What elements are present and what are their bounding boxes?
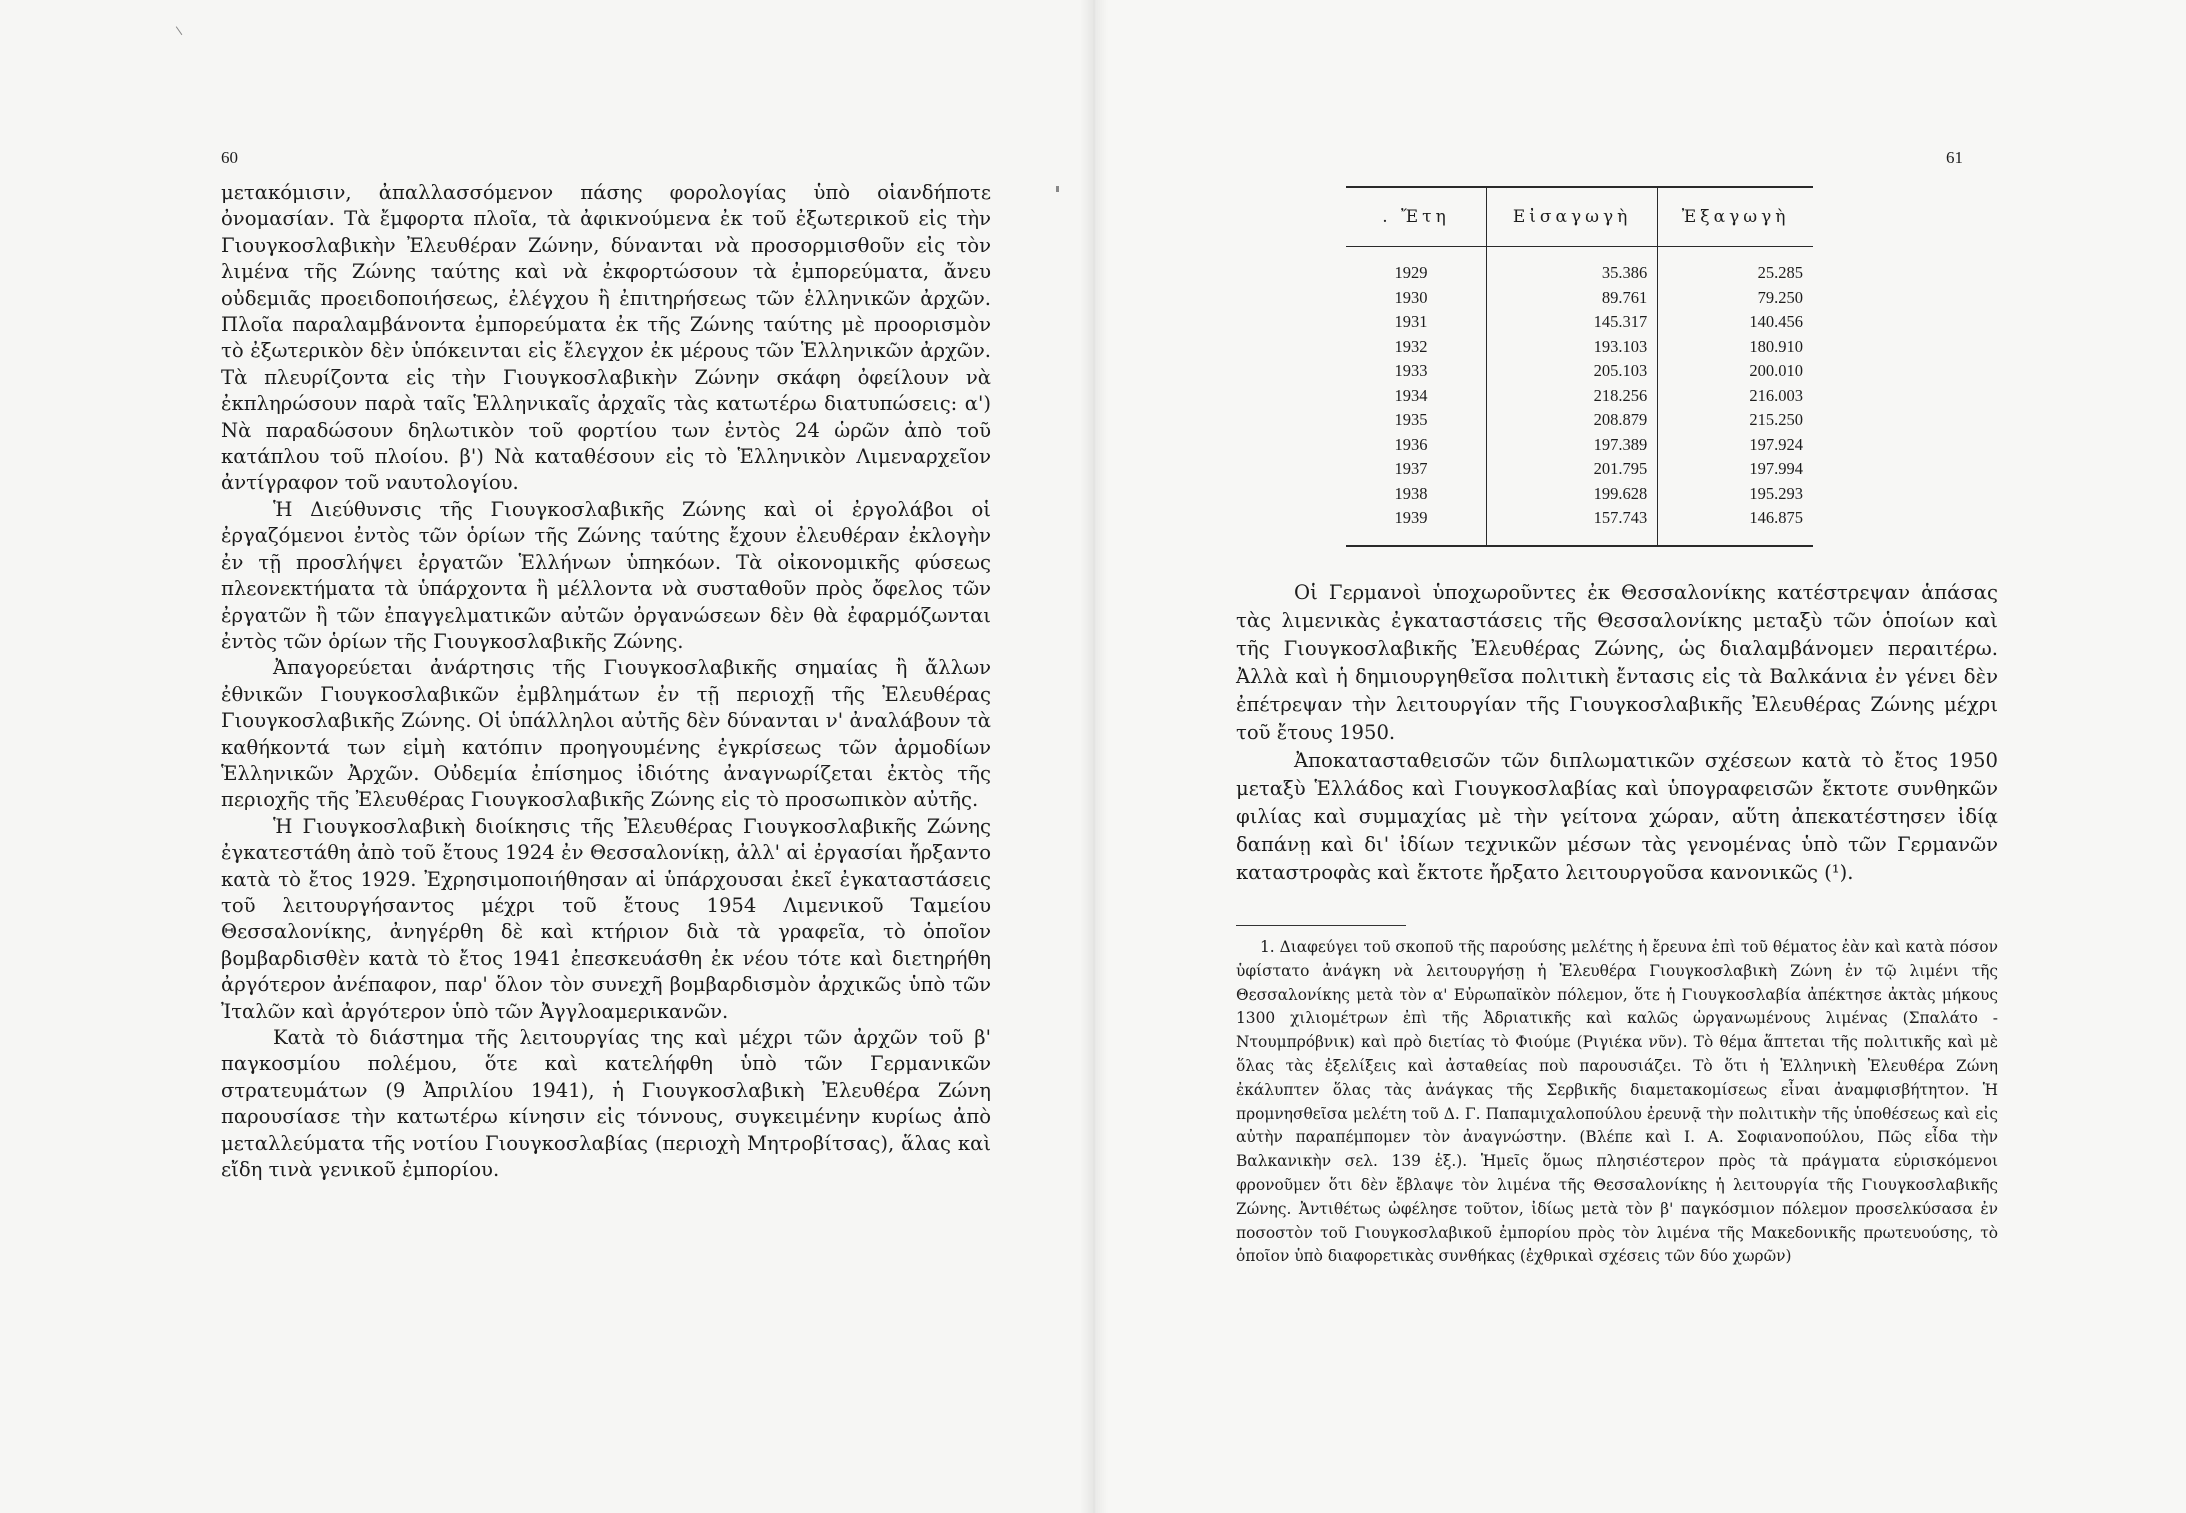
trade-table <box>1346 186 1813 547</box>
paragraph: Οἱ Γερμανοὶ ὑποχωροῦντες ἐκ Θεσσαλονίκης κατέστρεψαν ἁπάσας τὰς λιμενικὰς ἐγκαταστάσεις τῆς Θεσσαλονίκης μεταξὺ τῶν ὁποίων καὶ τῆς Γιουγκοσλαβικῆς Ἐλευθέρας Ζώνης, ὡς διαλαμβάνομεν περαιτέρω. Ἀλλὰ καὶ ἡ δημιουργηθεῖσα πολιτικὴ ἔντασις εἰς τὰ Βαλκάνια ἐν γένει δὲν ἐπέτρεψαν τὴν λειτουργίαν τῆς Γιουγκοσλαβικῆς Ἐλευθέρας Ζώνης μέχρι τοῦ ἔτους 1950. <box>1236 581 1998 744</box>
page-number-right: 61 <box>1946 148 1963 167</box>
exports-cell: 180.910 <box>1658 335 1813 360</box>
year-cell: 1936 <box>1394 434 1428 454</box>
imports-cell: 157.743 <box>1487 506 1658 531</box>
footnote-rule <box>1236 925 1406 926</box>
imports-cell: 89.761 <box>1487 286 1658 311</box>
table-row <box>1346 335 1813 360</box>
exports-cell: 25.285 <box>1658 261 1813 286</box>
exports-cell: 216.003 <box>1658 384 1813 409</box>
year-cell: 1934 <box>1394 385 1428 405</box>
imports-cell: 205.103 <box>1487 359 1658 384</box>
year-cell: 1938 <box>1394 483 1428 503</box>
page-number-left: 60 <box>221 148 238 167</box>
table-row <box>1346 457 1813 482</box>
year-cell: 1939 <box>1394 508 1428 528</box>
exports-cell: 140.456 <box>1658 310 1813 335</box>
table-row <box>1346 359 1813 384</box>
footnote-text: 1. Διαφεύγει τοῦ σκοποῦ τῆς παρούσης μελέτης ἡ ἔρευνα ἐπὶ τοῦ θέματος ἐὰν καὶ κατὰ πόσον ὑφίστατο ἀνάγκη νὰ λειτουργήσῃ ἡ Ἐλευθέρα Γιουγκοσλαβικὴ Ζώνη ἐν τῷ λιμένι τῆς Θεσσαλονίκης μετὰ τὸν α' Εὐρωπαϊκὸν πόλεμον, ὅτε ἡ Γιουγκοσλαβία ἀπέκτησε ἀκτὰς μήκους 1300 χιλιομέτρων ἐπὶ τῆς Ἀδριατικῆς καὶ καλῶς ὠργανωμένους λιμένας (Σπαλάτο - Ντουμπρόβνικ) καὶ πρὸ διετίας τὸ Φιούμε (Ριγιέκα νῦν). Τὸ θέμα ἅπτεται τῆς πολιτικῆς καὶ μὲ ὅλας τὰς ἐξελίξεις καὶ ἀσταθείας ποὺ παρουσιάζει. Τὸ ὅτι ἡ Ἑλληνικὴ Ἐλευθέρα Ζώνη ἐκάλυπτεν ὅλας τὰς ἀνάγκας τῆς Σερβικῆς διαμετακομίσεως εἶναι ἀναμφισβήτητον. Ἡ προμνησθεῖσα μελέτη τοῦ Δ. Γ. Παπαμιχαλοπούλου ἐρευνᾷ τὴν πολιτικὴν τῆς ὑποθέσεως καὶ εἰς αὐτὴν παραπέμπομεν τὸν ἀναγνώστην. (Βλέπε καὶ Ι. Α. Σοφιανοπούλου, Πῶς εἶδα τὴν Βαλκανικὴν σελ. 139 ἑξ.). Ἡμεῖς ὅμως πλησιέστερον πρὸς τὰ πράγματα εὑρισκόμενοι φρονοῦμεν ὅτι δὲν ἔβλαψε τὸν λιμένα τῆς Θεσσαλονίκης ἡ λειτουργία τῆς Γιουγκοσλαβικῆς Ζώνης. Ἀντιθέτως ὠφέλησε τοῦτον, ἰδίως μετὰ τὸν β' παγκόσμιον πόλεμον προσελκύσασα ἐν ποσοστὸν τοῦ Γιουγκοσλαβικοῦ ἐμπορίου πρὸς τὸν λιμένα τῆς Μακεδονικῆς πρωτευούσης, τὸ ὁποῖον ὑπὸ διαφορετικὰς συνθήκας (ἐχθρικαὶ σχέσεις τῶν δύο χωρῶν) <box>1236 938 1998 1266</box>
table-row <box>1346 506 1813 531</box>
table-body <box>1346 247 1813 546</box>
book-gutter <box>1080 0 1108 1513</box>
year-cell: 1930 <box>1394 287 1428 307</box>
paragraph: Ἀπαγορεύεται ἀνάρτησις τῆς Γιουγκοσλαβικῆς σημαίας ἢ ἄλλων ἐθνικῶν Γιουγκοσλαβικῶν ἐμβλημάτων ἐν τῇ περιοχῇ τῆς Ἐλευθέρας Γιουγκοσλαβικῆς Ζώνης. Οἱ ὑπάλληλοι αὐτῆς δὲν δύνανται ν' ἀναλάβουν τὰ καθήκοντά των εἰμὴ κατόπιν προηγουμένης ἐγκρίσεως τῶν ἁρμοδίων Ἑλληνικῶν Ἀρχῶν. Οὐδεμία ἐπίσημος ἰδιότης ἀναγνωρίζεται ἐκτὸς τῆς περιοχῆς τῆς Ἐλευθέρας Γιουγκοσλαβικῆς Ζώνης εἰς τὸ προσωπικὸν αὐτῆς. <box>221 656 991 812</box>
table-row <box>1346 310 1813 335</box>
year-cell: 1932 <box>1394 336 1428 356</box>
table-spacer-row <box>1346 247 1813 262</box>
table-row <box>1346 482 1813 507</box>
paragraph: Ἡ Γιουγκοσλαβικὴ διοίκησις τῆς Ἐλευθέρας Γιουγκοσλαβικῆς Ζώνης ἐγκατεστάθη ἀπὸ τοῦ ἔτους 1924 ἐν Θεσσαλονίκῃ, ἀλλ' αἱ ἐργασίαι ἤρξαντο κατὰ τὸ ἔτος 1929. Ἐχρησιμοποιήθησαν αἱ ὑπάρχουσαι ἐκεῖ ἐγκαταστάσεις τοῦ λειτουργήσαντος μέχρι τοῦ ἔτους 1954 Λιμενικοῦ Ταμείου Θεσσαλονίκης, ἀνηγέρθη δὲ καὶ κτήριον διὰ τὰ γραφεῖα, τὸ ὁποῖον βομβαρδισθὲν κατὰ τὸ ἔτος 1941 ἐπεσκευάσθη ἐκ νέου τότε καὶ διετηρήθη ἀργότερον ἀνέπαφον, παρ' ὅλον τὸν συνεχῆ βομβαρδισμὸν ἀρχικῶς ὑπὸ τῶν Ἰταλῶν καὶ ἀργότερον ὑπὸ τῶν Ἀγγλοαμερικανῶν. <box>221 814 991 1023</box>
year-cell: 1935 <box>1394 410 1428 430</box>
scan-mark <box>1056 186 1059 192</box>
paragraph: μετακόμισιν, ἀπαλλασσόμενον πάσης φορολογίας ὑπὸ οἱανδήποτε ὀνομασίαν. Τὰ ἔμφορτα πλοῖα, τὰ ἀφικνούμενα ἐκ τοῦ ἐξωτερικοῦ εἰς τὴν Γιουγκοσλαβικὴν Ἐλευθέραν Ζώνην, δύνανται νὰ προσορμισθοῦν εἰς τὸν λιμένα τῆς Ζώνης ταύτης καὶ νὰ ἐκφορτώσουν τὰ ἐμπορεύματα, ἄνευ οὐδεμιᾶς προειδοποιήσεως, ἐλέγχου ἢ ἐπιτηρήσεως τῶν ἑλληνικῶν ἀρχῶν. Πλοῖα παραλαμβάνοντα ἐμπορεύματα ἐκ τῆς Ζώνης ταύτης μὲ προορισμὸν τὸ ἐξωτερικὸν δὲν ὑπόκεινται εἰς ἔλεγχον ἐκ μέρους τῶν Ἑλληνικῶν ἀρχῶν. Τὰ πλευρίζοντα εἰς τὴν Γιουγκοσλαβικὴν Ζώνην σκάφη ὀφείλουν νὰ ἐκπληρώσουν παρὰ ταῖς Ἑλληνικαῖς ἀρχαῖς τὰς κατωτέρω διατυπώσεις: α') Νὰ παραδώσουν δηλωτικὸν τοῦ φορτίου των ἐντὸς 24 ὡρῶν ἀπὸ τοῦ κατάπλου τοῦ πλοίου. β') Νὰ καταθέσουν εἰς τὸ Ἑλληνικὸν Λιμεναρχεῖον ἀντίγραφον τοῦ ναυτολογίου. <box>221 181 991 495</box>
trade-table-grid <box>1346 186 1813 547</box>
exports-cell: 195.293 <box>1658 482 1813 507</box>
right-page-body <box>1236 579 1998 887</box>
year-cell: 1931 <box>1394 312 1428 332</box>
imports-cell: 145.317 <box>1487 310 1658 335</box>
paragraph: Ἀποκατασταθεισῶν τῶν διπλωματικῶν σχέσεων κατὰ τὸ ἔτος 1950 μεταξὺ Ἑλλάδος καὶ Γιουγκοσλαβίας καὶ ὑπογραφεισῶν ἔκτοτε συνθηκῶν φιλίας καὶ συμμαχίας μὲ τὴν γείτονα χώραν, αὕτη ἀπεκατέστησεν ἰδίᾳ δαπάνῃ καὶ δι' ἰδίων τεχνικῶν μέσων τὰς γενομένας ὑπὸ τῶν Γερμανῶν καταστροφὰς καὶ ἔκτοτε ἤρξατο λειτουργοῦσα κανονικῶς (¹). <box>1236 749 1998 884</box>
left-page-body <box>221 180 991 1183</box>
table-header-row <box>1346 187 1813 247</box>
header-years: . Ἔτη <box>1346 187 1487 247</box>
imports-cell: 199.628 <box>1487 482 1658 507</box>
imports-cell: 35.386 <box>1487 261 1658 286</box>
table-spacer-row <box>1346 531 1813 546</box>
imports-cell: 201.795 <box>1487 457 1658 482</box>
exports-cell: 197.994 <box>1658 457 1813 482</box>
year-cell: 1929 <box>1394 263 1428 283</box>
exports-cell: 146.875 <box>1658 506 1813 531</box>
imports-cell: 193.103 <box>1487 335 1658 360</box>
exports-cell: 79.250 <box>1658 286 1813 311</box>
year-cell: 1937 <box>1394 459 1428 479</box>
table-row <box>1346 286 1813 311</box>
exports-cell: 197.924 <box>1658 433 1813 458</box>
table-row <box>1346 261 1813 286</box>
exports-cell: 215.250 <box>1658 408 1813 433</box>
header-imports: Εἰσαγωγὴ <box>1487 187 1658 247</box>
exports-cell: 200.010 <box>1658 359 1813 384</box>
header-exports: Ἐξαγωγὴ <box>1658 187 1813 247</box>
table-row <box>1346 408 1813 433</box>
footnote <box>1236 936 1998 1269</box>
paragraph: Ἡ Διεύθυνσις τῆς Γιουγκοσλαβικῆς Ζώνης καὶ οἱ ἐργολάβοι οἱ ἐργαζόμενοι ἐντὸς τῶν ὁρίων τῆς Ζώνης ταύτης ἔχουν ἐλευθέραν ἐκλογὴν ἐν τῇ προσλήψει ἐργατῶν Ἑλλήνων ὑπηκόων. Τὰ οἰκονομικῆς φύσεως πλεονεκτήματα τὰ ὑπάρχοντα ἢ μέλλοντα νὰ συσταθοῦν πρὸς ὄφελος τῶν ἐργατῶν ἢ τῶν ἐπαγγελματικῶν αὐτῶν ὀργανώσεων δὲν θὰ ἐφαρμόζωνται ἐντὸς τῶν ὁρίων τῆς Γιουγκοσλαβικῆς Ζώνης. <box>221 497 991 653</box>
imports-cell: 208.879 <box>1487 408 1658 433</box>
year-cell: 1933 <box>1394 361 1428 381</box>
table-row <box>1346 433 1813 458</box>
right-page <box>1093 0 2186 1513</box>
imports-cell: 197.389 <box>1487 433 1658 458</box>
imports-cell: 218.256 <box>1487 384 1658 409</box>
scan-mark <box>176 23 187 35</box>
paragraph: Κατὰ τὸ διάστημα τῆς λειτουργίας της καὶ μέχρι τῶν ἀρχῶν τοῦ β' παγκοσμίου πολέμου, ὅτε καὶ κατελήφθη ὑπὸ τῶν Γερμανικῶν στρατευμάτων (9 Ἀπριλίου 1941), ἡ Γιουγκοσλαβικὴ Ἐλευθέρα Ζώνη παρουσίασε τὴν κατωτέρω κίνησιν εἰς τόννους, συγκειμένην κυρίως ἀπὸ μεταλλεύματα τῆς νοτίου Γιουγκοσλαβίας (περιοχὴ Μητροβίτσας), ἅλας καὶ εἴδη τινὰ γενικοῦ ἐμπορίου. <box>221 1026 991 1182</box>
table-row <box>1346 384 1813 409</box>
